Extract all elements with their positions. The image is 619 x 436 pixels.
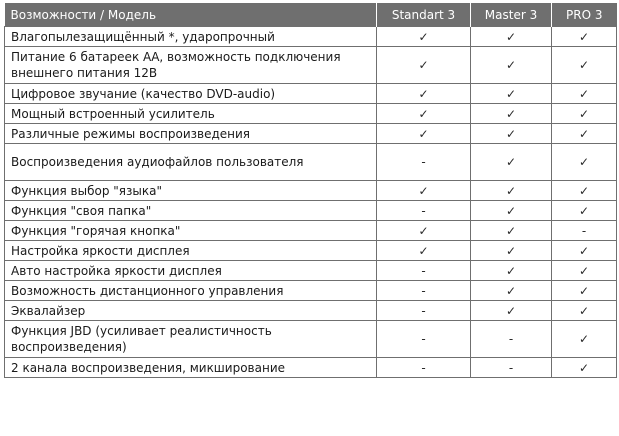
- feature-cell: Питание 6 батареек АА, возможность подключения внешнего питания 12В: [5, 47, 377, 84]
- check-icon-pro: ✓: [552, 201, 617, 221]
- check-icon-standart: ✓: [377, 181, 471, 201]
- table-row: [5, 241, 617, 261]
- table-row: [5, 321, 617, 358]
- dash-mark-standart: -: [377, 261, 471, 281]
- dash-mark-master: -: [471, 321, 552, 358]
- check-icon-standart: ✓: [377, 84, 471, 104]
- features-comparison-table: [4, 3, 617, 378]
- model-header-pro: PRO 3: [552, 3, 617, 27]
- check-icon-master: ✓: [471, 181, 552, 201]
- check-icon-master: ✓: [471, 47, 552, 84]
- feature-cell: Мощный встроенный усилитель: [5, 104, 377, 124]
- check-icon-pro: ✓: [552, 27, 617, 47]
- check-icon-master: ✓: [471, 104, 552, 124]
- check-icon-standart: ✓: [377, 27, 471, 47]
- table-row: [5, 181, 617, 201]
- dash-mark-standart: -: [377, 201, 471, 221]
- check-icon-pro: ✓: [552, 301, 617, 321]
- table-row: [5, 281, 617, 301]
- header-row: [5, 3, 617, 27]
- table-row: [5, 124, 617, 144]
- model-header-standart: Standart 3: [377, 3, 471, 27]
- check-icon-pro: ✓: [552, 47, 617, 84]
- feature-cell: Воспроизведения аудиофайлов пользователя: [5, 144, 377, 181]
- dash-mark-standart: -: [377, 321, 471, 358]
- check-icon-master: ✓: [471, 201, 552, 221]
- check-icon-master: ✓: [471, 241, 552, 261]
- feature-cell: Настройка яркости дисплея: [5, 241, 377, 261]
- check-icon-master: ✓: [471, 301, 552, 321]
- feature-cell: Функция "горячая кнопка": [5, 221, 377, 241]
- dash-mark-standart: -: [377, 144, 471, 181]
- dash-mark-standart: -: [377, 358, 471, 378]
- check-icon-pro: ✓: [552, 321, 617, 358]
- check-icon-master: ✓: [471, 144, 552, 181]
- feature-cell: Влагопылезащищённый *, ударопрочный: [5, 27, 377, 47]
- comparison-table-container: [4, 3, 616, 378]
- feature-cell: Функция "своя папка": [5, 201, 377, 221]
- table-row: [5, 47, 617, 84]
- check-icon-master: ✓: [471, 261, 552, 281]
- table-row: [5, 144, 617, 181]
- check-icon-master: ✓: [471, 221, 552, 241]
- check-icon-pro: ✓: [552, 261, 617, 281]
- feature-cell: Возможность дистанционного управления: [5, 281, 377, 301]
- feature-cell: 2 канала воспроизведения, микширование: [5, 358, 377, 378]
- check-icon-master: ✓: [471, 84, 552, 104]
- dash-mark-master: -: [471, 358, 552, 378]
- feature-cell: Цифровое звучание (качество DVD-audio): [5, 84, 377, 104]
- feature-cell: Функция выбор "языка": [5, 181, 377, 201]
- table-row: [5, 301, 617, 321]
- check-icon-pro: ✓: [552, 104, 617, 124]
- check-icon-pro: ✓: [552, 84, 617, 104]
- feature-column-header: Возможности / Модель: [5, 3, 377, 27]
- check-icon-pro: ✓: [552, 358, 617, 378]
- check-icon-master: ✓: [471, 27, 552, 47]
- feature-cell: Различные режимы воспроизведения: [5, 124, 377, 144]
- feature-cell: Эквалайзер: [5, 301, 377, 321]
- check-icon-standart: ✓: [377, 241, 471, 261]
- table-row: [5, 104, 617, 124]
- table-row: [5, 201, 617, 221]
- check-icon-standart: ✓: [377, 47, 471, 84]
- check-icon-pro: ✓: [552, 281, 617, 301]
- check-icon-pro: ✓: [552, 181, 617, 201]
- check-icon-pro: ✓: [552, 144, 617, 181]
- table-body: [5, 27, 617, 378]
- check-icon-master: ✓: [471, 124, 552, 144]
- check-icon-standart: ✓: [377, 124, 471, 144]
- feature-cell: Функция JBD (усиливает реалистичность воспроизведения): [5, 321, 377, 358]
- table-row: [5, 221, 617, 241]
- check-icon-standart: ✓: [377, 221, 471, 241]
- check-icon-pro: ✓: [552, 241, 617, 261]
- dash-mark-standart: -: [377, 281, 471, 301]
- dash-mark-standart: -: [377, 301, 471, 321]
- feature-cell: Авто настройка яркости дисплея: [5, 261, 377, 281]
- check-icon-pro: ✓: [552, 124, 617, 144]
- model-header-master: Master 3: [471, 3, 552, 27]
- table-row: [5, 261, 617, 281]
- table-row: [5, 27, 617, 47]
- check-icon-master: ✓: [471, 281, 552, 301]
- table-row: [5, 358, 617, 378]
- dash-mark-pro: -: [552, 221, 617, 241]
- check-icon-standart: ✓: [377, 104, 471, 124]
- table-row: [5, 84, 617, 104]
